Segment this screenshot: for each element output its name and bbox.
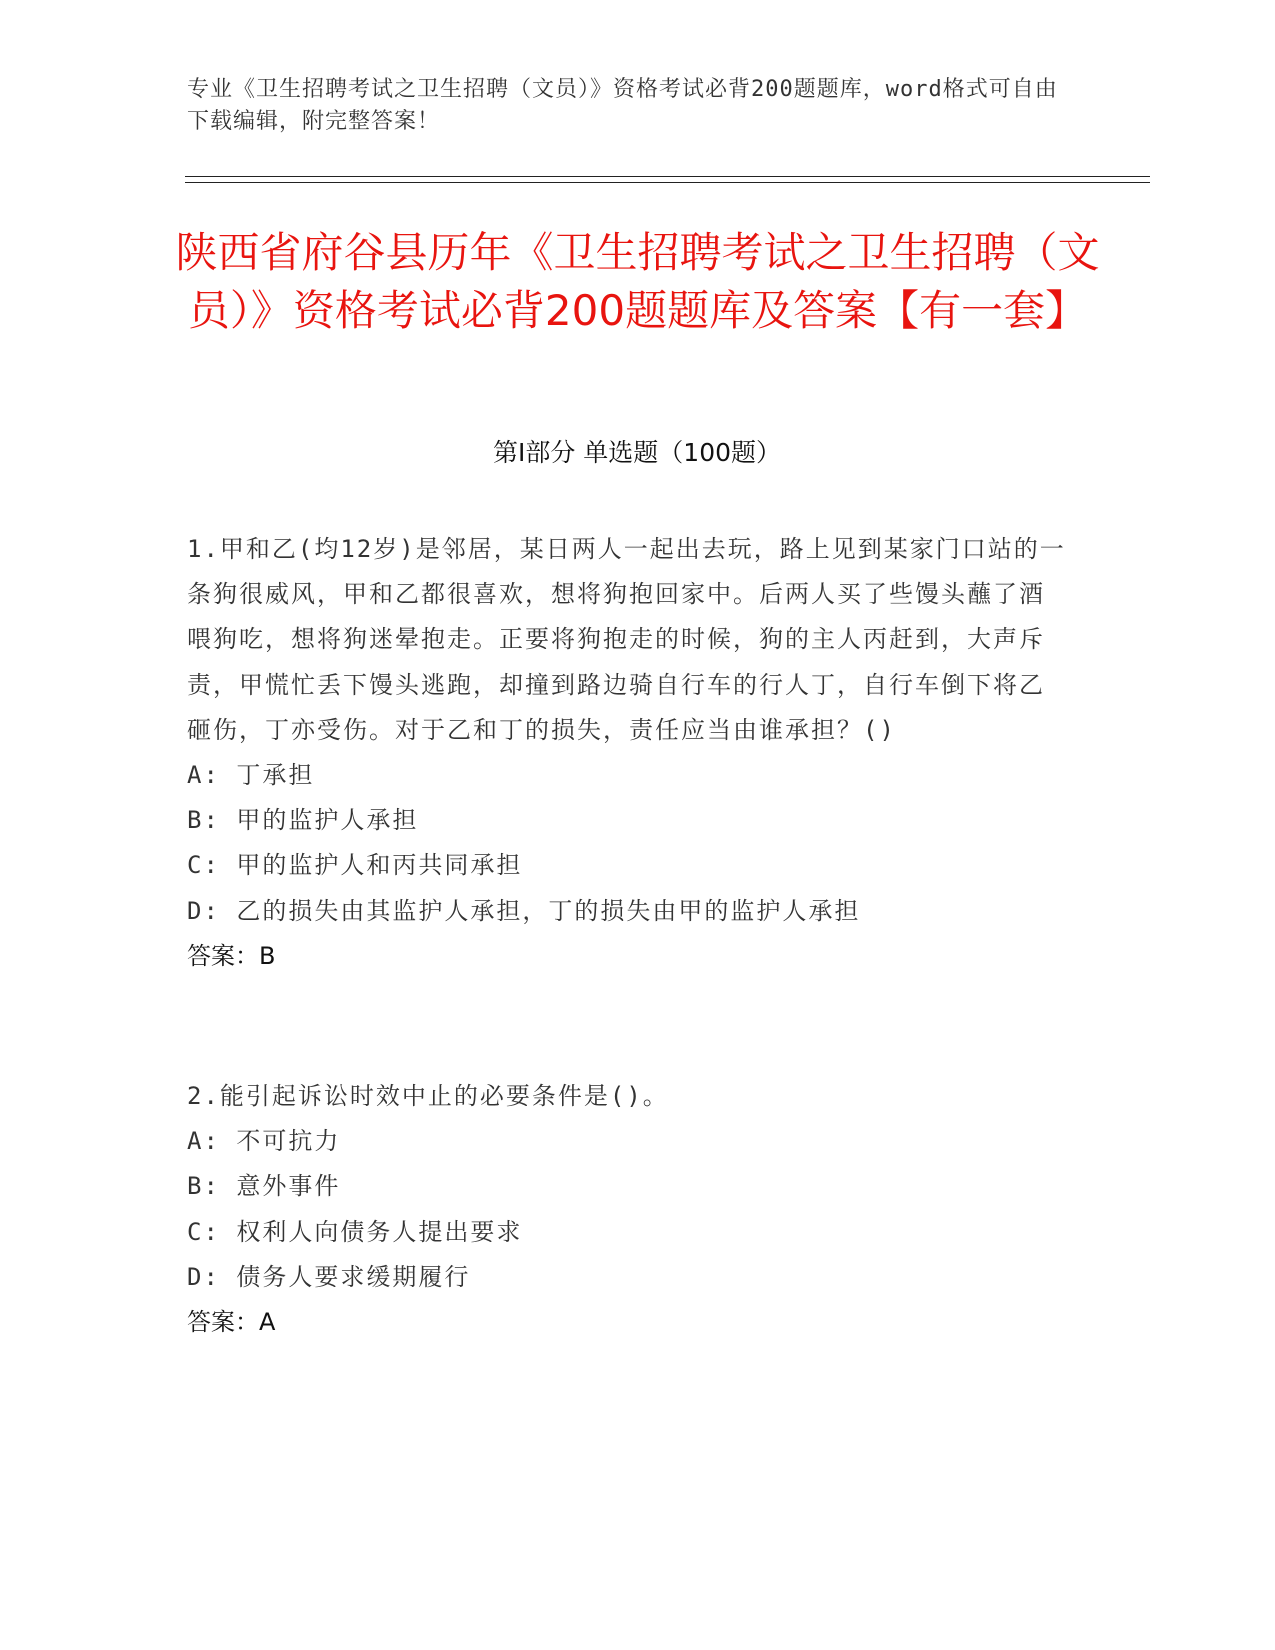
question-1 xyxy=(187,527,1067,979)
option-d: D: 债务人要求缓期履行 xyxy=(187,1262,471,1291)
question-stem: 2.能引起诉讼时效中止的必要条件是()。 xyxy=(187,1082,669,1110)
option-b: B: 意外事件 xyxy=(187,1172,341,1201)
option-c: C: 权利人向债务人提出要求 xyxy=(187,1217,523,1246)
question-2 xyxy=(187,1074,1067,1345)
header-divider-bottom xyxy=(185,182,1150,183)
section-title: 第I部分 单选题（100题） xyxy=(492,438,782,467)
header-divider-top xyxy=(185,176,1150,177)
option-b: B: 甲的监护人承担 xyxy=(187,806,419,835)
option-a: A: 丁承担 xyxy=(187,761,315,790)
option-a: A: 不可抗力 xyxy=(187,1127,341,1156)
document-title: 陕西省府谷县历年《卫生招聘考试之卫生招聘（文员）》资格考试必背200题题库及答案【有一套】 xyxy=(175,228,1100,335)
header-note: 专业《卫生招聘考试之卫生招聘（文员）》资格考试必背200题题库，word格式可自由下载编辑，附完整答案！ xyxy=(187,77,1058,134)
question-stem: 1.甲和乙(均12岁)是邻居，某日两人一起出去玩，路上见到某家门口站的一条狗很威风，甲和乙都很喜欢，想将狗抱回家中。后两人买了些馒头蘸了酒喂狗吃，想将狗迷晕抱走。正要将狗抱走的时候，狗的主人丙赶到，大声斥责，甲慌忙丢下馒头逃跑，却撞到路边骑自行车的行人丁，自行车倒下将乙砸伤，丁亦受伤。对于乙和丁的损失，责任应当由谁承担？() xyxy=(187,535,1066,744)
option-c: C: 甲的监护人和丙共同承担 xyxy=(187,851,523,880)
answer: 答案：B xyxy=(187,941,276,970)
option-d: D: 乙的损失由其监护人承担，丁的损失由甲的监护人承担 xyxy=(187,896,861,925)
answer: 答案：A xyxy=(187,1308,276,1337)
